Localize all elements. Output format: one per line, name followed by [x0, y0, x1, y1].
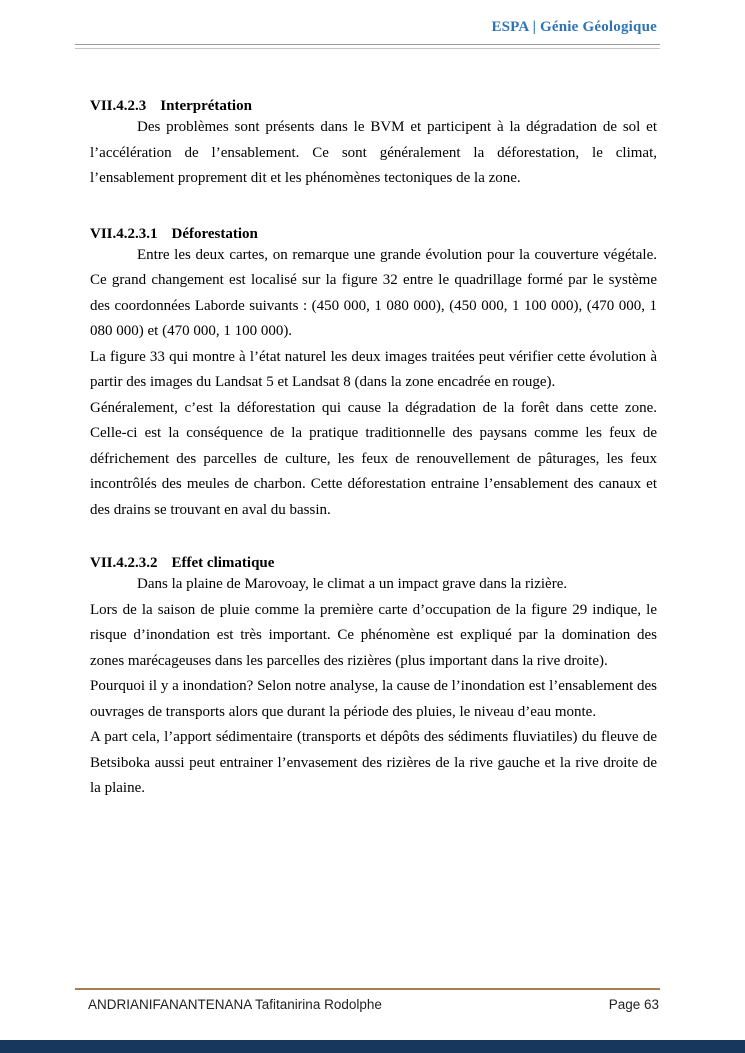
- section-title: Déforestation: [171, 225, 258, 242]
- footer-author: ANDRIANIFANANTENANA Tafitanirina Rodolphe: [88, 997, 382, 1012]
- section-title: Effet climatique: [171, 555, 275, 571]
- section-title: Interprétation: [160, 98, 252, 114]
- section-heading-deforestation: [90, 226, 657, 243]
- paragraph: Lors de la saison de pluie comme la première carte d’occupation de la figure 29 indique, le risque d’inondation est très important. Ce phénomène est expliqué par la domination des zones marécageuses dans les parcelles des rizières (plus important dans la rive droite).: [90, 601, 657, 669]
- page-footer: [88, 997, 659, 1012]
- section-number: VII.4.2.3.2: [90, 555, 158, 571]
- section-number: VII.4.2.3: [90, 98, 147, 114]
- paragraph: Pourquoi il y a inondation? Selon notre analyse, la cause de l’inondation est l’ensablement des ouvrages de transports alors que durant la période des pluies, le niveau d’eau monte.: [90, 678, 657, 720]
- paragraph: Des problèmes sont présents dans le BVM et participent à la dégradation de sol et l’accélération de l’ensablement. Ce sont généralement la déforestation, le climat, l’ensablement proprement dit et les phénomènes tectoniques de la zone.: [90, 119, 657, 186]
- window-bottom-bar: [0, 1040, 745, 1053]
- section-heading-effet-climatique: [90, 555, 657, 572]
- paragraph: A part cela, l’apport sédimentaire (transports et dépôts des sédiments fluviatiles) du fleuve de Betsiboka aussi peut entrainer l’envasement des rizières de la rive gauche et la rive droite de la plaine.: [90, 729, 657, 796]
- header-rule-top: [75, 44, 660, 45]
- header-title: ESPA | Génie Géologique: [491, 19, 657, 35]
- document-body: [90, 92, 657, 802]
- page-header: [75, 18, 657, 36]
- footer-rule: [75, 988, 660, 990]
- footer-page-number: Page 63: [608, 997, 659, 1012]
- section-heading-interpretation: [90, 98, 657, 115]
- section-number: VII.4.2.3.1: [90, 225, 158, 242]
- paragraph: Entre les deux cartes, on remarque une grande évolution pour la couverture végétale. Ce grand changement est localisé sur la figure 32 entre le quadrillage formé par le système des coordonnées Laborde suivants : (450 000, 1 080 000), (450 000, 1 100 000), (470 000, 1 080 000) et (470 000, 1 100 000).: [90, 246, 657, 339]
- paragraph: Généralement, c’est la déforestation qui cause la dégradation de la forêt dans cette zone. Celle-ci est la conséquence de la pratique traditionnelle des paysans comme les feux de défrichement des parcelles de culture, les feux de renouvellement de pâturages, les feux incontrôlés des meules de charbon. Cette déforestation entraine l’ensablement des canaux et des drains se trouvant en aval du bassin.: [90, 399, 657, 518]
- paragraph: La figure 33 qui montre à l’état naturel les deux images traitées peut vérifier cette évolution à partir des images du Landsat 5 et Landsat 8 (dans la zone encadrée en rouge).: [90, 348, 657, 390]
- paragraph: Dans la plaine de Marovoay, le climat a un impact grave dans la rizière.: [137, 576, 568, 592]
- header-rule-bottom: [75, 48, 660, 49]
